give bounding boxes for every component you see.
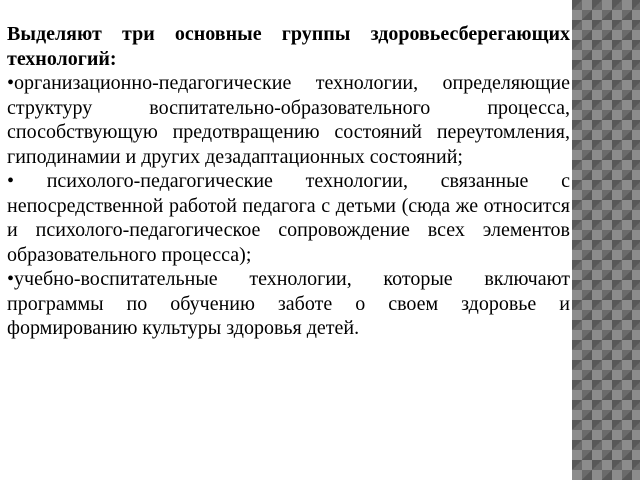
bullet-icon: • [7, 268, 15, 290]
list-item-text: учебно-воспитательные технологии, которые включают программы по обучению заботе о своем здоровье и формированию культуры здоровья детей. [7, 268, 570, 339]
slide-text-block [7, 22, 570, 341]
bullet-icon: • [7, 72, 15, 94]
list-item-psychological [7, 169, 570, 267]
bullet-icon: • [7, 170, 15, 192]
slide-heading: Выделяют три основные группы здоровьесберегающих технологий: [7, 23, 570, 70]
list-item-educational [7, 267, 570, 341]
list-item-text: психолого-педагогические технологии, связанные с непосредственной работой педагога с детьми (сюда же относится и психолого-педагогическое сопровождение всех элементов образовательного процесса); [7, 170, 570, 266]
list-item-organizational [7, 71, 570, 169]
decorative-pattern-strip [572, 0, 640, 480]
list-item-text: организационно-педагогические технологии, определяющие структуру воспитательно-образовательного процесса, способствующую предотвращению состояний переутомления, гиподинамии и других дезадаптационных состояний; [7, 72, 570, 168]
